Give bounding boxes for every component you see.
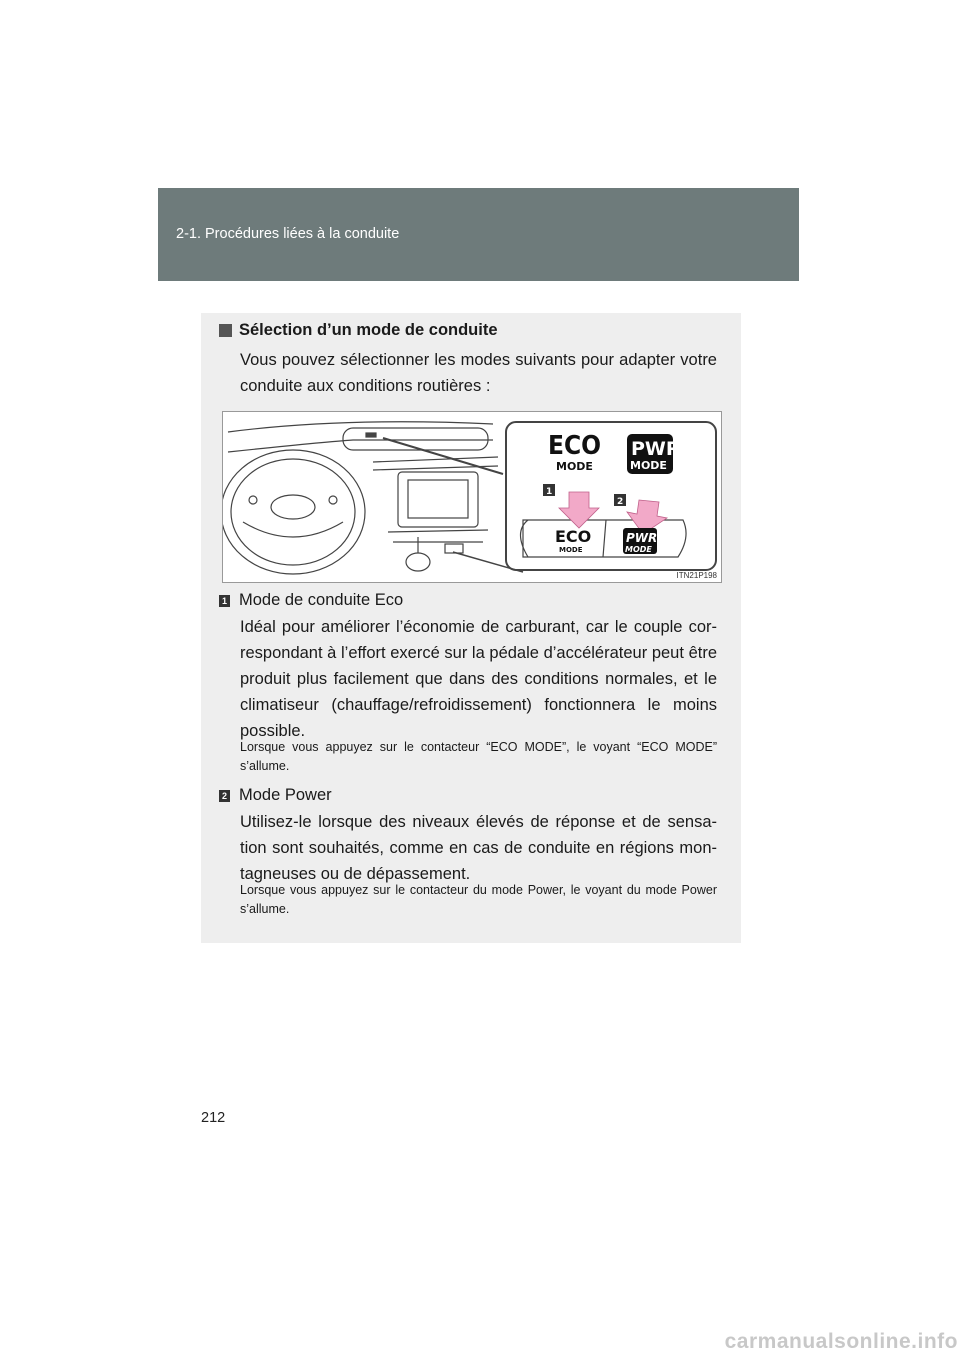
pwr-switch-mode-label: MODE bbox=[625, 545, 652, 554]
callout-1-label: 1 bbox=[546, 487, 553, 497]
item-power-note: Lorsque vous appuyez sur le contacteur du mode Power, le voyant du mode Power s’allume. bbox=[240, 883, 717, 916]
section-header-band bbox=[158, 188, 799, 281]
figure-code: ITN21P198 bbox=[676, 571, 717, 580]
item-eco-description: Idéal pour améliorer l’économie de carburant, car le couple cor-respondant à l’effort exercé sur la pédale d’accélérateur peut être produit plus facilement que dans des conditions normales, et le climatiseur (chauffage/refroidissement) fonctionnera le moins possible. bbox=[240, 618, 717, 740]
eco-switch-mode-label: MODE bbox=[559, 546, 583, 554]
callout-2-label: 2 bbox=[617, 497, 624, 507]
section-heading bbox=[219, 321, 498, 340]
item-eco-title bbox=[219, 591, 403, 610]
pwr-switch-label: PWR bbox=[626, 531, 658, 545]
eco-press-arrow-icon bbox=[559, 492, 599, 528]
square-bullet-icon bbox=[219, 324, 232, 337]
content-panel bbox=[201, 313, 741, 943]
page-number: 212 bbox=[201, 1110, 226, 1126]
item-title: Mode de conduite Eco bbox=[239, 591, 404, 609]
number-1-icon: 1 bbox=[219, 595, 230, 607]
dashboard-illustration bbox=[222, 411, 722, 583]
pwr-mode-label-big: MODE bbox=[630, 459, 667, 472]
item-power-description: Utilisez-le lorsque des niveaux élevés de réponse et de sensa-tion sont souhaités, comme en cas de conduite en régions mon-tagneuses ou de dépassement. bbox=[240, 813, 717, 883]
intro-paragraph: Vous pouvez sélectionner les modes suivants pour adapter votre conduite aux conditions routières : bbox=[240, 351, 717, 395]
eco-switch-label: ECO bbox=[555, 527, 592, 546]
item-title: Mode Power bbox=[239, 786, 332, 804]
item-power-title bbox=[219, 786, 332, 805]
section-title: 2-1. Procédures liées à la conduite bbox=[176, 226, 400, 242]
dashboard-drawing bbox=[223, 412, 721, 582]
heading-text: Sélection d’un mode de conduite bbox=[239, 321, 498, 339]
pwr-label-big: PWR bbox=[631, 438, 681, 460]
eco-label-big: ECO bbox=[548, 431, 602, 461]
watermark: carmanualsonline.info bbox=[724, 1330, 958, 1353]
number-2-icon: 2 bbox=[219, 790, 230, 802]
item-eco-note: Lorsque vous appuyez sur le contacteur “ECO MODE”, le voyant “ECO MODE” s’allume. bbox=[240, 740, 717, 773]
eco-mode-label-big: MODE bbox=[556, 460, 593, 473]
